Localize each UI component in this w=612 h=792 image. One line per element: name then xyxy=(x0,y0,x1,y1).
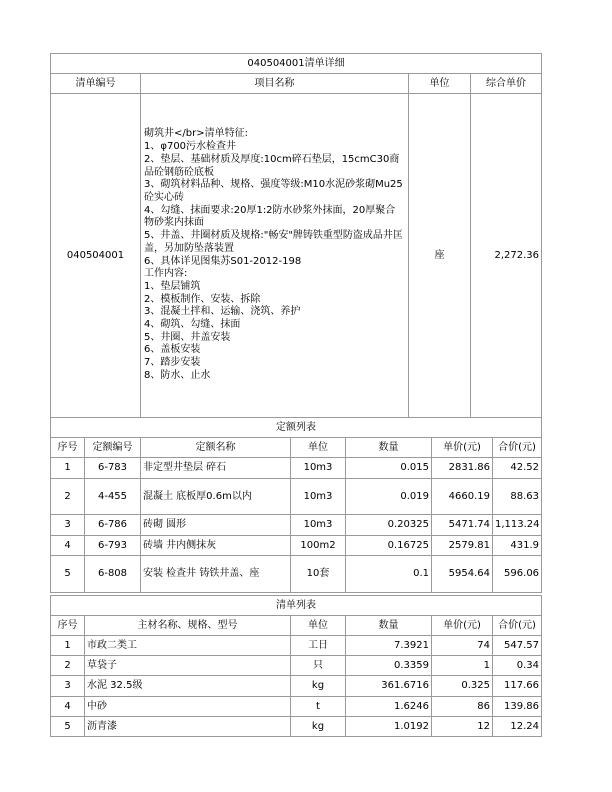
quota-code: 6-808 xyxy=(85,556,141,593)
quota-no: 2 xyxy=(51,479,85,515)
quota-total: 1,113.24 xyxy=(493,515,542,536)
table-row xyxy=(51,556,542,593)
material-name: 市政二类工 xyxy=(85,636,291,656)
quota-code: 4-455 xyxy=(85,479,141,515)
quota-no: 4 xyxy=(51,536,85,556)
header-name: 项目名称 xyxy=(141,74,409,94)
material-total: 0.34 xyxy=(493,656,542,676)
material-header-no: 序号 xyxy=(51,616,85,636)
material-section-title: 清单列表 xyxy=(51,596,542,616)
table-row xyxy=(51,536,542,556)
material-unit: 只 xyxy=(291,656,346,676)
quota-qty: 0.019 xyxy=(346,479,432,515)
quota-price: 5471.74 xyxy=(432,515,493,536)
material-qty: 0.3359 xyxy=(346,656,432,676)
quota-unit: 10m3 xyxy=(291,479,346,515)
material-no: 4 xyxy=(51,697,85,717)
quota-qty: 0.20325 xyxy=(346,515,432,536)
quota-code: 6-783 xyxy=(85,458,141,479)
material-name: 沥青漆 xyxy=(85,717,291,737)
table-row xyxy=(51,636,542,656)
table-row xyxy=(51,656,542,676)
material-price: 86 xyxy=(432,697,493,717)
material-unit: t xyxy=(291,697,346,717)
quota-qty: 0.1 xyxy=(346,556,432,593)
quota-unit: 10套 xyxy=(291,556,346,593)
quota-price: 2831.86 xyxy=(432,458,493,479)
quota-no: 3 xyxy=(51,515,85,536)
material-header-name: 主材名称、规格、型号 xyxy=(85,616,291,636)
material-no: 1 xyxy=(51,636,85,656)
material-qty: 361.6716 xyxy=(346,676,432,697)
table-row xyxy=(51,676,542,697)
quota-no: 1 xyxy=(51,458,85,479)
table-row xyxy=(51,515,542,536)
material-price: 1 xyxy=(432,656,493,676)
page-title: 040504001清单详细 xyxy=(51,54,542,74)
quota-header-no: 序号 xyxy=(51,438,85,458)
quota-name: 混凝土 底板厚0.6m以内 xyxy=(141,479,291,515)
material-header-total: 合价(元) xyxy=(493,616,542,636)
material-qty: 1.0192 xyxy=(346,717,432,737)
quota-header-qty: 数量 xyxy=(346,438,432,458)
quota-unit: 100m2 xyxy=(291,536,346,556)
material-header-unit: 单位 xyxy=(291,616,346,636)
material-header-price: 单价(元) xyxy=(432,616,493,636)
quota-unit: 10m3 xyxy=(291,515,346,536)
quota-header-unit: 单位 xyxy=(291,438,346,458)
material-name: 中砂 xyxy=(85,697,291,717)
bill-unit: 座 xyxy=(409,94,471,418)
header-code: 清单编号 xyxy=(51,74,141,94)
quota-price: 2579.81 xyxy=(432,536,493,556)
material-unit: 工日 xyxy=(291,636,346,656)
material-no: 3 xyxy=(51,676,85,697)
quota-header-code: 定额编号 xyxy=(85,438,141,458)
quota-unit: 10m3 xyxy=(291,458,346,479)
quota-name: 砖墙 井内侧抹灰 xyxy=(141,536,291,556)
table-row xyxy=(51,717,542,737)
material-header-row xyxy=(51,616,542,636)
quota-header-price: 单价(元) xyxy=(432,438,493,458)
quota-section-title: 定额列表 xyxy=(51,418,542,438)
quota-name: 安装 检查井 铸铁井盖、座 xyxy=(141,556,291,593)
bill-description: 砌筑井</br>清单特征: 1、φ700污水检查井 2、垫层、基础材质及厚度:10cm碎石垫层，15cmC30商品砼钢筋砼底板 3、砌筑材料品种、规格、强度等级:M10水泥砂浆砌Mu25砼实心砖 4、勾缝、抹面要求:20厚1:2防水砂浆外抹面，20厚聚合物砂浆内抹面 5、井盖、井圈材质及规格:"畅安"牌铸铁重型防盗成品井匡盖，另加防坠落装置 6、具体详见图集苏S01-2012-198 工作内容: 1、垫层铺筑 2、模板制作、安装、拆除 3、混凝土拌和、运输、浇筑、养护 4、砌筑、勾缝、抹面 5、井圈、井盖安装 6、盖板安装 7、踏步安装 8、防水、止水 xyxy=(141,94,409,418)
material-unit: kg xyxy=(291,717,346,737)
quota-table xyxy=(50,417,542,593)
table-row xyxy=(51,697,542,717)
bill-price: 2,272.36 xyxy=(471,94,542,418)
quota-code: 6-786 xyxy=(85,515,141,536)
quota-total: 88.63 xyxy=(493,479,542,515)
material-no: 5 xyxy=(51,717,85,737)
material-name: 水泥 32.5级 xyxy=(85,676,291,697)
quota-qty: 0.015 xyxy=(346,458,432,479)
table-row xyxy=(51,479,542,515)
quota-total: 431.9 xyxy=(493,536,542,556)
quota-price: 5954.64 xyxy=(432,556,493,593)
material-header-qty: 数量 xyxy=(346,616,432,636)
quota-name: 非定型井垫层 碎石 xyxy=(141,458,291,479)
quota-header-name: 定额名称 xyxy=(141,438,291,458)
material-total: 117.66 xyxy=(493,676,542,697)
table-row xyxy=(51,458,542,479)
material-unit: kg xyxy=(291,676,346,697)
quota-code: 6-793 xyxy=(85,536,141,556)
material-table xyxy=(50,595,542,737)
material-price: 0.325 xyxy=(432,676,493,697)
bill-code: 040504001 xyxy=(51,94,141,418)
quota-header-total: 合价(元) xyxy=(493,438,542,458)
quota-name: 砖砌 圆形 xyxy=(141,515,291,536)
material-price: 74 xyxy=(432,636,493,656)
header-unit: 单位 xyxy=(409,74,471,94)
material-total: 547.57 xyxy=(493,636,542,656)
quota-price: 4660.19 xyxy=(432,479,493,515)
quota-total: 596.06 xyxy=(493,556,542,593)
material-name: 草袋子 xyxy=(85,656,291,676)
quota-total: 42.52 xyxy=(493,458,542,479)
material-price: 12 xyxy=(432,717,493,737)
material-total: 139.86 xyxy=(493,697,542,717)
quota-no: 5 xyxy=(51,556,85,593)
material-qty: 1.6246 xyxy=(346,697,432,717)
material-total: 12.24 xyxy=(493,717,542,737)
material-no: 2 xyxy=(51,656,85,676)
material-qty: 7.3921 xyxy=(346,636,432,656)
quota-qty: 0.16725 xyxy=(346,536,432,556)
quota-header-row xyxy=(51,438,542,458)
bill-table xyxy=(50,53,542,418)
header-price: 综合单价 xyxy=(471,74,542,94)
